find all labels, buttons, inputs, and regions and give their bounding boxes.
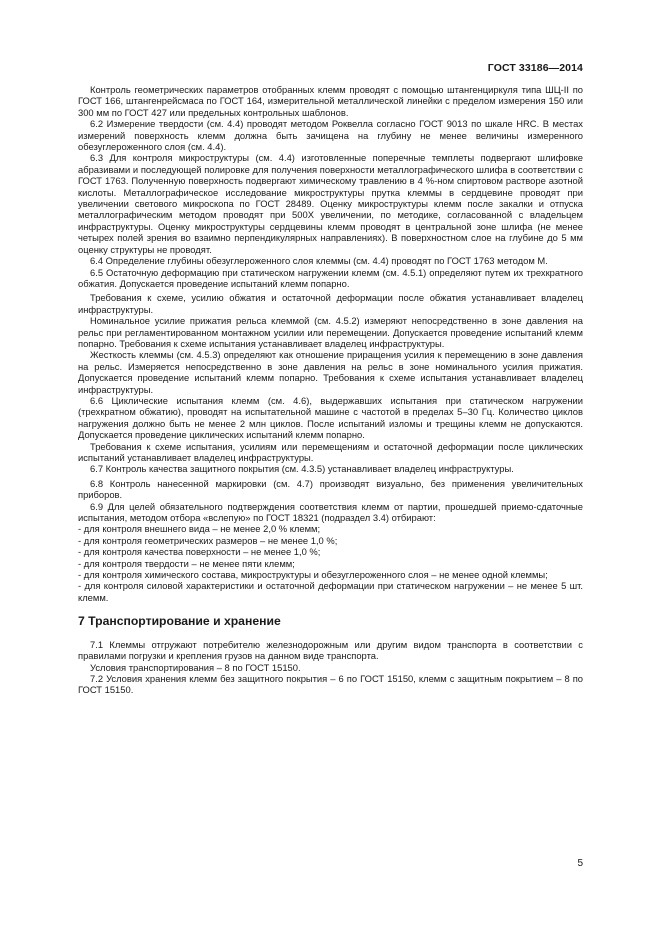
list-item: - для контроля твердости – не менее пяти клемм; [78,557,295,569]
paragraph-nominal-force: Номинальное усилие прижатия рельса клеммой (см. 4.5.2) измеряют непосредственно в зоне давления на рельс при регламентированном монтажном усилии или перемещении. Допускается проведение испытаний клемм попарно. Требования к схеме испытания устанавливает владелец инфраструктуры. [78,315,583,349]
list-item: - для контроля качества поверхности – не менее 1,0 %; [78,546,321,558]
paragraph-6-9-sampling: 6.9 Для целей обязательного подтверждения соответствия клемм от партии, прошедшей приемо-сдаточные испытания, методом отбора «вслепую» по ГОСТ 18321 (подраздел 3.4) отбирают: [78,500,583,524]
paragraph-6-3-microstructure: 6.3 Для контроля микроструктуры (см. 4.4) изготовленные поперечные темплеты подвергают шлифовке абразивами и последующей полировке для получения поверхности металлографического шлифа в соответствии с ГОСТ 1763. Полученную поверхность подвергают химическому травлению в 4 %-ном спиртовом растворе азотной кислоты. Металлографическое исследование микроструктуры прутка клеммы в сердцевине проводят при увеличении светового микроскопа по ГОСТ 28489. Оценку микроструктуры клемм после закалки и отпуска металлографическим методом проводят при 500Х увеличении, по методике, согласованной с владельцем инфраструктуры. Оценку микроструктуры сердцевины клемм проводят в центральной зоне шлифа (не менее четырех полей зрения во взаимно перпендикулярных направлениях). В поверхностном слое на глубине до 5 мм оценку структуры не проводят. [78,152,583,255]
paragraph-6-6-cyclic-tests: 6.6 Циклические испытания клемм (см. 4.6), выдержавших испытания при статическом нагружении (трехкратном обжатию), проводят на испытательной машине с частотой в пределах 5–30 Гц. Количество циклов нагружения должно быть не менее 2 млн циклов. После испытаний изломы и трещины клемм не допускаются. Допускается проведение циклических испытаний клемм попарно. [78,394,583,441]
paragraph-transport-conditions: Условия транспортирования – 8 по ГОСТ 15150. [90,661,301,673]
paragraph-6-4-decarburized-layer: 6.4 Определение глубины обезуглероженного слоя клеммы (см. 4.4) проводят по ГОСТ 1763 методом М. [90,255,548,267]
paragraph-6-8-marking: 6.8 Контроль нанесенной маркировки (см. 4.7) производят визуально, без применения увеличительных приборов. [78,477,583,501]
paragraph-deformation-requirements: Требования к схеме, усилию обжатия и остаточной деформации после обжатия устанавливает владелец инфраструктуры. [78,292,583,315]
list-item: - для контроля силовой характеристики и остаточной деформации при статическом нагружении – не менее 5 шт. клемм. [78,580,583,603]
document-body [78,84,583,696]
paragraph-7-2-storage: 7.2 Условия хранения клемм без защитного покрытия – 6 по ГОСТ 15150, клемм с защитным покрытием – 8 по ГОСТ 15150. [78,672,583,696]
paragraph-6-2-hardness: 6.2 Измерение твердости (см. 4.4) проводят методом Роквелла согласно ГОСТ 9013 по шкале HRC. В местах измерений поверхность клемм должна быть зачищена на глубину не менее величины измеренного обезуглероженного слоя (см. 4.4). [78,118,583,153]
paragraph-cyclic-requirements: Требования к схеме испытания, усилиям или перемещениям и остаточной деформации после циклических испытаний устанавливает владелец инфраструктуры. [78,440,583,463]
section-7-title: 7 Транспортирование и хранение [78,614,281,629]
list-item: - для контроля внешнего вида – не менее 2,0 % клемм; [78,523,321,535]
paragraph-6-5-residual-deformation: 6.5 Остаточную деформацию при статическом нагружении клемм (см. 4.5.1) определяют путем их трехкратного обжатия. Допускается проведение испытаний клемм попарно. [78,266,583,289]
list-item: - для контроля химического состава, микроструктуры и обезуглероженного слоя – не менее одной клеммы; [78,569,548,581]
paragraph-7-1-shipping: 7.1 Клеммы отгружают потребителю железнодорожным или другим видом транспорта в соответствии с правилами погрузки и крепления грузов на данном виде транспорта. [78,638,583,662]
paragraph-geometric-control: Контроль геометрических параметров отобранных клемм проводят с помощью штангенциркуля типа ШЦ-II по ГОСТ 166, штангенрейсмаса по ГОСТ 164, измерительной металлической линейки с пределом измерения 150 или 300 мм по ГОСТ 427 или предельных контрольных шаблонов. [78,84,583,118]
paragraph-stiffness: Жесткость клеммы (см. 4.5.3) определяют как отношение приращения усилия к перемещению в зоне давления на рельс. Измеряется непосредственно в зоне давления на рельс в зоне номинального усилия прижатия. Допускается проведение испытаний клемм попарно. Требования к схеме испытания устанавливает владелец инфраструктуры. [78,349,583,395]
document-header-code: ГОСТ 33186—2014 [487,62,583,74]
list-item: - для контроля геометрических размеров – не менее 1,0 %; [78,534,338,546]
paragraph-6-7-coating: 6.7 Контроль качества защитного покрытия (см. 4.3.5) устанавливает владелец инфраструктуры. [90,463,514,475]
sampling-list [78,523,583,603]
page-number: 5 [577,858,583,869]
